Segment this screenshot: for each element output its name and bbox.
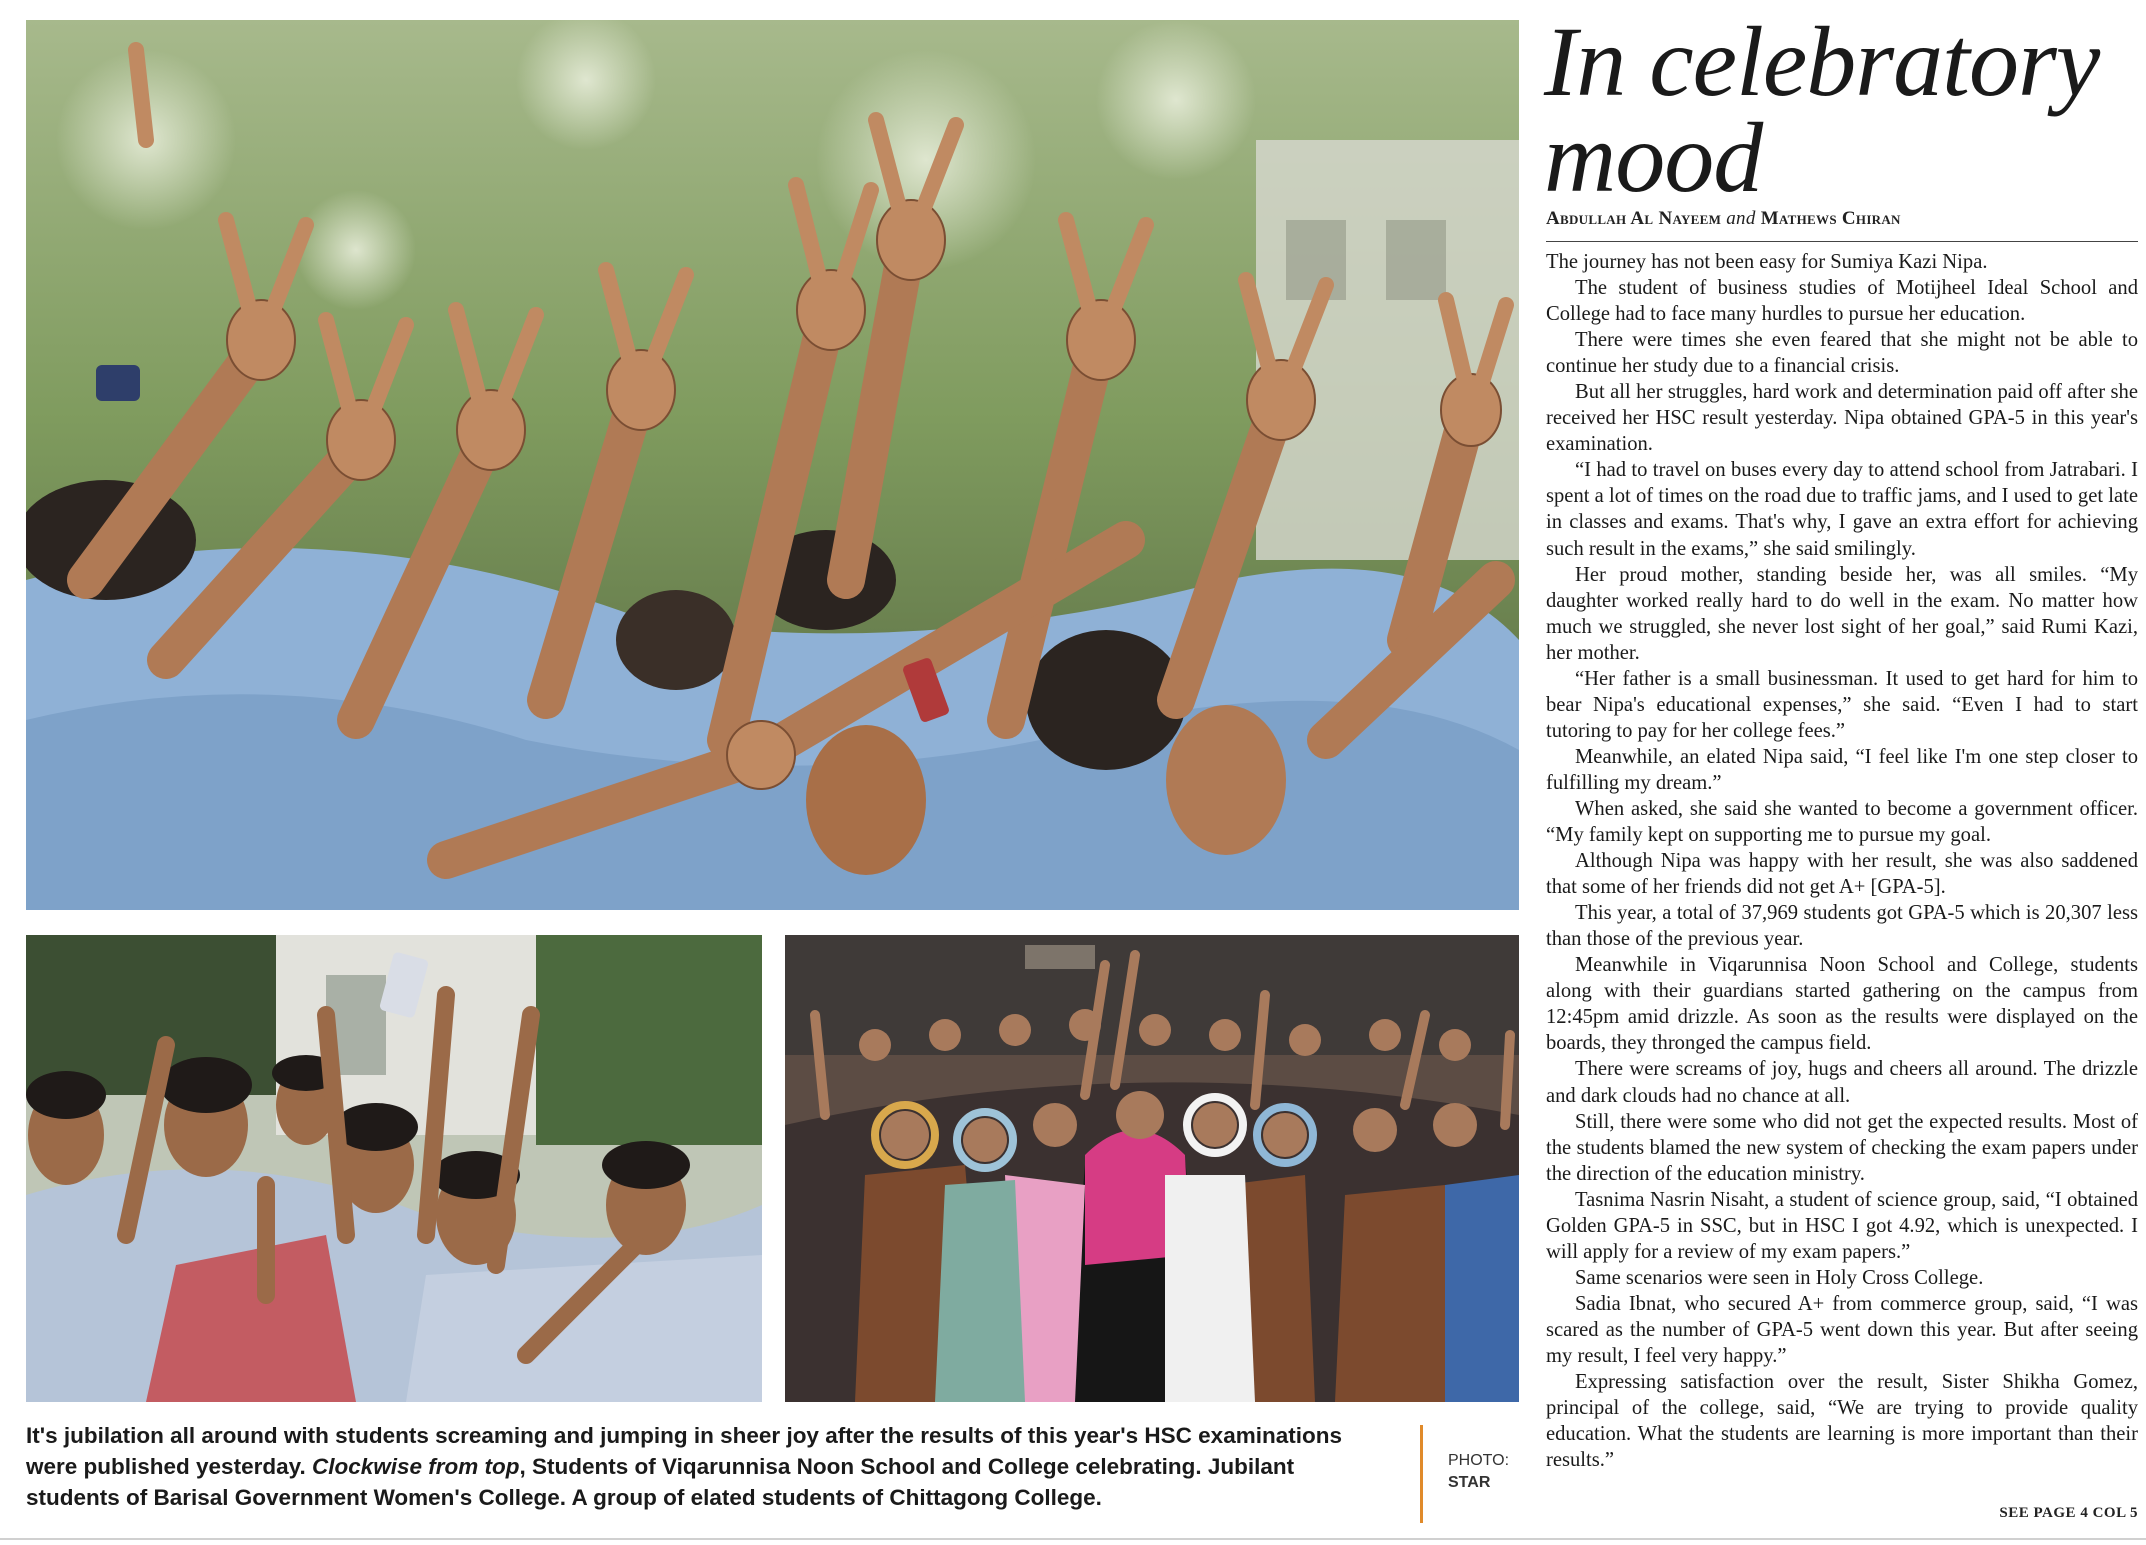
story-paragraph: Expressing satisfaction over the result, Sister Shikha Gomez, principal of the college, said, “We are trying to provide quality education. What the students are learning is more important than their results.” [1546, 1371, 2138, 1472]
photo-caption [26, 1420, 1386, 1513]
photo-credit [1448, 1450, 1528, 1494]
story-paragraph: But all her struggles, hard work and determination paid off after she received her HSC result yesterday. Nipa obtained GPA-5 in this year's examination. [1546, 381, 2138, 456]
photo-credit-label: PHOTO: [1448, 1452, 1510, 1469]
caption-divider [1420, 1425, 1423, 1523]
story-paragraph: Tasnima Nasrin Nisaht, a student of science group, said, “I obtained Golden GPA-5 in SSC, but in HSC I got 4.92, which is unexpected. I will apply for a review of my exam papers.” [1546, 1188, 2138, 1263]
story-paragraph: Still, there were some who did not get the expected results. Most of the students blamed the new system of checking the exam papers under the direction of the education ministry. [1546, 1110, 2138, 1185]
story-paragraph: The journey has not been easy for Sumiya Kazi Nipa. [1546, 251, 1988, 273]
photo-credit-source: STAR [1448, 1474, 1491, 1491]
headline-line-2: mood [1544, 102, 1763, 213]
story-paragraph: Although Nipa was happy with her result, she was also saddened that some of her friends did not get A+ [GPA-5]. [1546, 850, 2138, 899]
byline-author-2: Mathews Chiran [1760, 208, 1901, 229]
story-paragraph: The student of business studies of Motijheel Ideal School and College had to face many hurdles to pursue her education. [1546, 277, 2138, 326]
headline [1544, 6, 2144, 213]
story-paragraph: Same scenarios were seen in Holy Cross College. [1575, 1266, 1984, 1289]
continued-on-page-link[interactable]: SEE PAGE 4 COL 5 [1999, 1505, 2138, 1521]
byline-conjunction: and [1726, 208, 1756, 229]
photo-barisal-womens-college-students [785, 935, 1519, 1402]
story-paragraph: Meanwhile in Viqarunnisa Noon School and College, students along with their guardians started gathering on the campus from 12:45pm amid drizzle. As soon as the results were displayed on the boards, they thronged the campus field. [1546, 954, 2138, 1055]
story-paragraph: This year, a total of 37,969 students got GPA-5 which is 20,307 less than those of the previous year. [1546, 902, 2138, 951]
story-body [1546, 249, 2138, 1473]
story-paragraph: Sadia Ibnat, who secured A+ from commerce group, said, “I was scared as the number of GPA-5 went down this year. But after seeing my result, I feel very happy.” [1546, 1292, 2138, 1367]
byline [1546, 208, 2146, 230]
story-paragraph: There were screams of joy, hugs and cheers all around. The drizzle and dark clouds had no chance at all. [1546, 1058, 2138, 1107]
story-paragraph: “Her father is a small businessman. It used to get hard for him to bear Nipa's educational expenses,” she said. “Even I had to start tutoring to pay for her college fees.” [1546, 667, 2138, 742]
story-paragraph: Meanwhile, an elated Nipa said, “I feel like I'm one step closer to fulfilling my dream.” [1546, 745, 2138, 794]
caption-text-italic: Clockwise from top [311, 1454, 520, 1479]
photo-chittagong-college-students [26, 935, 762, 1402]
story-paragraph: “I had to travel on buses every day to attend school from Jatrabari. I spent a lot of times on the road due to traffic jams, and I used to get late in classes and exams. That's why, I gave an extra effort for achieving such result in the exams,” she said smilingly. [1546, 459, 2138, 560]
byline-divider [1546, 241, 2138, 242]
headline-line-1: In celebratory [1544, 6, 2100, 117]
story-paragraph: There were times she even feared that she might not be able to continue her study due to a financial crisis. [1546, 329, 2138, 378]
story-paragraph: Her proud mother, standing beside her, was all smiles. “My daughter worked really hard to do well in the exam. No matter how much we struggled, she never lost sight of her goal,” said Rumi Kazi, her mother. [1546, 563, 2138, 664]
page-bottom-rule [0, 1538, 2146, 1540]
main-photo-celebrating-students [26, 20, 1519, 910]
byline-author-1: Abdullah Al Nayeem [1546, 208, 1722, 229]
caption-text-part2: , Students of Viqarunnisa Noon School and College celebrating. Jubilant students of Barisal Government Women's College. A group of elated students of Chittagong College. [26, 1454, 1295, 1510]
story-paragraph: When asked, she said she wanted to become a government officer. “My family kept on supporting me to pursue my goal. [1546, 797, 2138, 847]
caption-text-part1: It's jubilation all around with students screaming and jumping in sheer joy after the results of this year's HSC examinations were published yesterday. [26, 1423, 1342, 1479]
